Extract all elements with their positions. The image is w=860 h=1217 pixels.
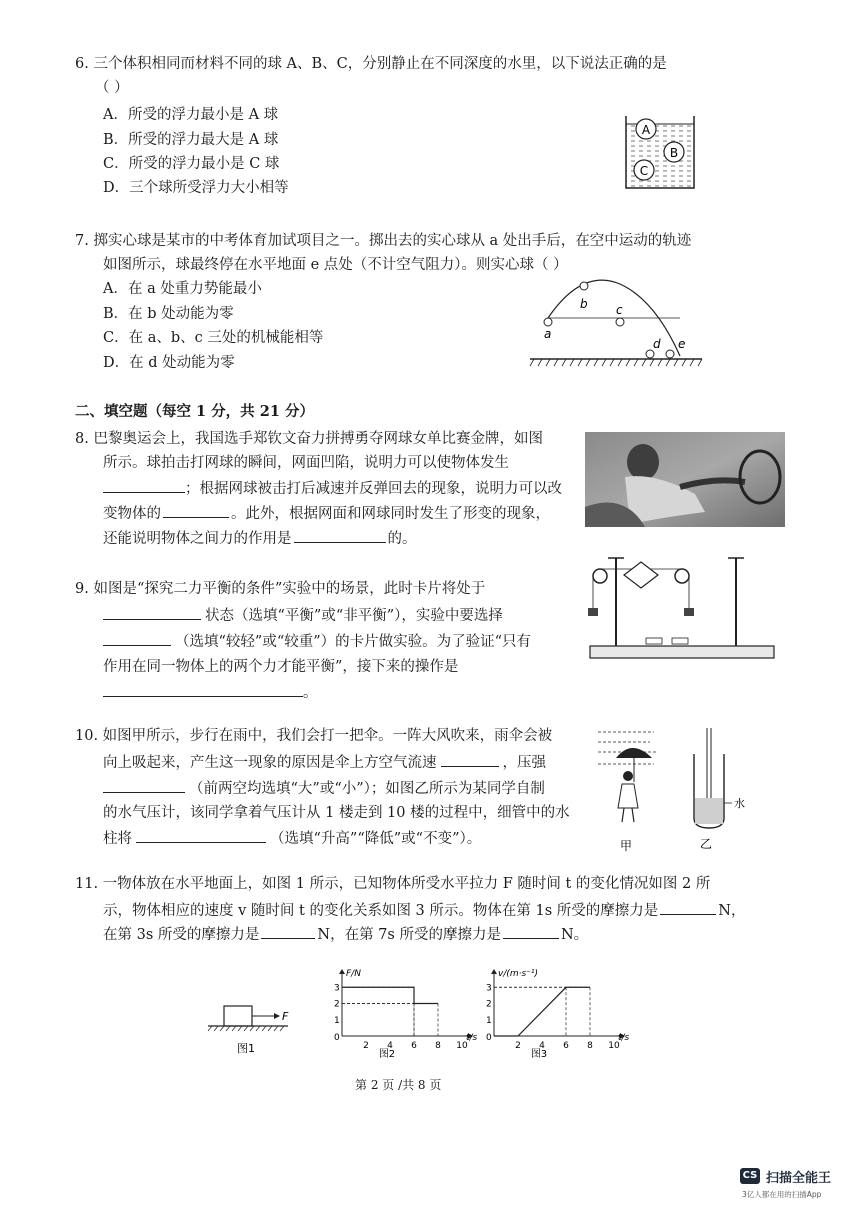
q8-line4-text-b: 。此外，根据网面和网球同时发生了形变的现象， bbox=[231, 506, 550, 522]
q9-blank-2[interactable] bbox=[103, 629, 171, 646]
q8-line5 bbox=[103, 526, 417, 551]
fig2-x-tick-8: 8 bbox=[435, 1041, 441, 1051]
fig3-y-arrow bbox=[491, 969, 497, 974]
q10-blank-2[interactable] bbox=[103, 776, 185, 793]
q10-line3 bbox=[103, 776, 545, 801]
fig2-force-time-chart bbox=[322, 966, 478, 1060]
q11-blank-2[interactable] bbox=[261, 922, 315, 939]
fig3-x-tick-6: 6 bbox=[563, 1041, 569, 1051]
ball-c-label: C bbox=[639, 164, 649, 178]
fig3-velocity-time-chart bbox=[474, 966, 630, 1060]
q8-line3 bbox=[103, 476, 562, 501]
fig3-x-axis-label: t/s bbox=[618, 1033, 630, 1043]
two-force-balance-apparatus bbox=[586, 548, 778, 664]
fig1-block-on-ground bbox=[208, 1000, 298, 1056]
q9-line2-text: 状态（选填“平衡”或“非平衡”），实验中要选择 bbox=[205, 608, 503, 624]
q11-line2 bbox=[103, 898, 745, 923]
fig3-x-tick-2: 2 bbox=[515, 1041, 521, 1051]
q10-line5-text-a: 柱将 bbox=[103, 831, 132, 847]
fig3-origin-label: 0 bbox=[486, 1033, 492, 1043]
q6-paren: （ ） bbox=[95, 80, 129, 96]
q6-beaker-figure bbox=[622, 114, 700, 192]
q7-option-b: B．在 b 处动能为零 bbox=[103, 306, 234, 322]
app-subtitle: 3亿人都在用的扫描App bbox=[742, 1190, 822, 1199]
q6-option-c: C．所受的浮力最小是 C 球 bbox=[103, 156, 280, 172]
q11-line3-text-c: N。 bbox=[560, 927, 589, 943]
q11-blank-3[interactable] bbox=[503, 922, 559, 939]
fig2-y-tick-2: 2 bbox=[334, 999, 340, 1010]
q9-line3-text: （选填“较轻”或“较重”）的卡片做实验。为了验证“只有 bbox=[175, 634, 532, 650]
fig2-caption: 图2 bbox=[378, 1049, 396, 1060]
fig3-x-tick-10: 10 bbox=[608, 1041, 620, 1051]
q6-stem: 6. 三个体积相同而材料不同的球 A、B、C，分别静止在不同深度的水里，以下说法正确的是 bbox=[75, 56, 667, 72]
fig2-x-tick-10: 10 bbox=[456, 1041, 468, 1051]
fig3-caption: 图3 bbox=[530, 1049, 548, 1060]
q8-line2: 所示。球拍击打网球的瞬间，网面凹陷，说明力可以使物体发生 bbox=[103, 455, 509, 471]
page-number: 第 2 页 /共 8 页 bbox=[355, 1078, 442, 1092]
q8-line5-text-b: 的。 bbox=[387, 531, 417, 547]
q7-option-d: D．在 d 处动能为零 bbox=[103, 355, 235, 371]
q6-option-d: D．三个球所受浮力大小相等 bbox=[103, 180, 289, 196]
q11-line3-text-a: 在第 3s 所受的摩擦力是 bbox=[103, 927, 260, 943]
q6-option-a: A．所受的浮力最小是 A 球 bbox=[103, 107, 279, 123]
fig2-origin-label: 0 bbox=[334, 1033, 340, 1043]
q10-line5 bbox=[103, 826, 481, 851]
q11-line2-text-b: N， bbox=[718, 903, 746, 919]
q9-blank-3[interactable] bbox=[103, 680, 303, 697]
fig2-y-axis-label: F/N bbox=[346, 969, 361, 979]
q7-option-a: A．在 a 处重力势能最小 bbox=[103, 281, 262, 297]
q10-blank-1[interactable] bbox=[441, 750, 499, 767]
point-e-label: e bbox=[678, 337, 686, 351]
point-b-label: b bbox=[580, 297, 588, 311]
fig-yi-label: 乙 bbox=[700, 837, 713, 851]
q10-line3-text: （前两空均选填“大”或“小”）；如图乙所示为某同学自制 bbox=[189, 781, 545, 797]
q9-line4: 作用在同一物体上的两个力才能平衡”，接下来的操作是 bbox=[103, 659, 459, 675]
fig1-caption: 图1 bbox=[237, 1042, 255, 1055]
fig2-x-tick-4: 4 bbox=[387, 1041, 393, 1051]
ball-b-label: B bbox=[669, 146, 679, 160]
q9-line1: 9. 如图是“探究二力平衡的条件”实验中的场景，此时卡片将处于 bbox=[75, 581, 486, 597]
q7-trajectory-figure bbox=[530, 276, 710, 372]
fig2-y-tick-1: 1 bbox=[334, 1015, 340, 1026]
q8-line5-text-a: 还能说明物体之间力的作用是 bbox=[103, 531, 292, 547]
ball-a-label: A bbox=[641, 123, 651, 137]
q11-line3 bbox=[103, 922, 588, 947]
q11-line3-text-b: N，在第 7s 所受的摩擦力是 bbox=[317, 927, 501, 943]
q6-option-b: B．所受的浮力最大是 A 球 bbox=[103, 132, 279, 148]
q11-line1: 11. 一物体放在水平地面上，如图 1 所示，已知物体所受水平拉力 F 随时间 t 的变化情况如图 2 所 bbox=[75, 876, 711, 892]
fig3-series-line bbox=[494, 987, 590, 1036]
q11-line2-text-a: 示，物体相应的速度 v 随时间 t 的变化关系如图 3 所示。物体在第 1s 所受的摩擦力是 bbox=[103, 903, 659, 919]
fig2-x-tick-2: 2 bbox=[363, 1041, 369, 1051]
fig2-series-line bbox=[342, 987, 438, 1003]
q8-line4 bbox=[103, 501, 550, 526]
fig3-y-tick-2: 2 bbox=[486, 999, 492, 1010]
fig3-y-tick-1: 1 bbox=[486, 1015, 492, 1026]
fig-jia-label: 甲 bbox=[620, 839, 633, 853]
camscanner-logo-badge: CS bbox=[740, 1168, 760, 1184]
fig3-y-axis-label: v/(m·s⁻¹) bbox=[498, 969, 539, 979]
q8-line4-text-a: 变物体的 bbox=[103, 506, 161, 522]
q10-line4: 的水气压计，该同学拿着气压计从 1 楼走到 10 楼的过程中，细管中的水 bbox=[103, 805, 570, 821]
q8-line1: 8. 巴黎奥运会上，我国选手郑钦文奋力拼搏勇夺网球女单比赛金牌，如图 bbox=[75, 431, 543, 447]
fig2-y-arrow bbox=[339, 969, 345, 974]
q10-line1: 10. 如图甲所示，步行在雨中，我们会打一把伞。一阵大风吹来，雨伞会被 bbox=[75, 728, 553, 744]
fig1-force-label: F bbox=[282, 1010, 289, 1023]
fig3-x-tick-8: 8 bbox=[587, 1041, 593, 1051]
q9-line2 bbox=[103, 603, 503, 628]
q8-blank-1[interactable] bbox=[103, 476, 185, 493]
q8-blank-2[interactable] bbox=[163, 501, 229, 518]
water-label: 水 bbox=[734, 797, 745, 810]
fig2-y-tick-3: 3 bbox=[334, 983, 340, 994]
q10-line5-text-b: （选填“升高”“降低”或“不变”）。 bbox=[270, 831, 482, 847]
q10-blank-3[interactable] bbox=[136, 826, 266, 843]
fig2-x-tick-6: 6 bbox=[411, 1041, 417, 1051]
fig3-x-tick-4: 4 bbox=[539, 1041, 545, 1051]
q9-blank-1[interactable] bbox=[103, 603, 201, 620]
umbrella-wind-figure bbox=[598, 724, 678, 854]
q7-option-c: C．在 a、b、c 三处的机械能相等 bbox=[103, 330, 324, 346]
fig2-x-axis-label: t/s bbox=[466, 1033, 478, 1043]
q9-line3 bbox=[103, 629, 531, 654]
q8-blank-3[interactable] bbox=[294, 526, 386, 543]
q7-stem-line2: 如图所示，球最终停在水平地面 e 点处（不计空气阻力）。则实心球（ ） bbox=[103, 257, 568, 273]
q7-stem-line1: 7. 掷实心球是某市的中考体育加试项目之一。掷出去的实心球从 a 处出手后，在空中运动的轨迹 bbox=[75, 233, 692, 249]
fig3-y-tick-3: 3 bbox=[486, 983, 492, 994]
water-barometer-figure bbox=[686, 728, 746, 854]
q10-line2 bbox=[103, 750, 546, 775]
q10-line2-text-a: 向上吸起来，产生这一现象的原因是伞上方空气流速 bbox=[103, 755, 437, 771]
q10-line2-text-b: ，压强 bbox=[502, 755, 546, 771]
tennis-player-photo bbox=[585, 432, 785, 527]
q11-blank-1[interactable] bbox=[660, 898, 716, 915]
q8-line3-text: ；根据网球被击打后减速并反弹回去的现象，说明力可以改 bbox=[185, 481, 562, 497]
point-a-label: a bbox=[544, 327, 552, 341]
point-d-label: d bbox=[653, 337, 661, 351]
q9-line5-text: 。 bbox=[303, 685, 318, 701]
point-c-label: c bbox=[616, 303, 623, 317]
q9-line5 bbox=[103, 680, 318, 705]
app-name: 扫描全能王 bbox=[766, 1171, 832, 1186]
section-2-heading: 二、填空题（每空 1 分，共 21 分） bbox=[75, 403, 314, 420]
